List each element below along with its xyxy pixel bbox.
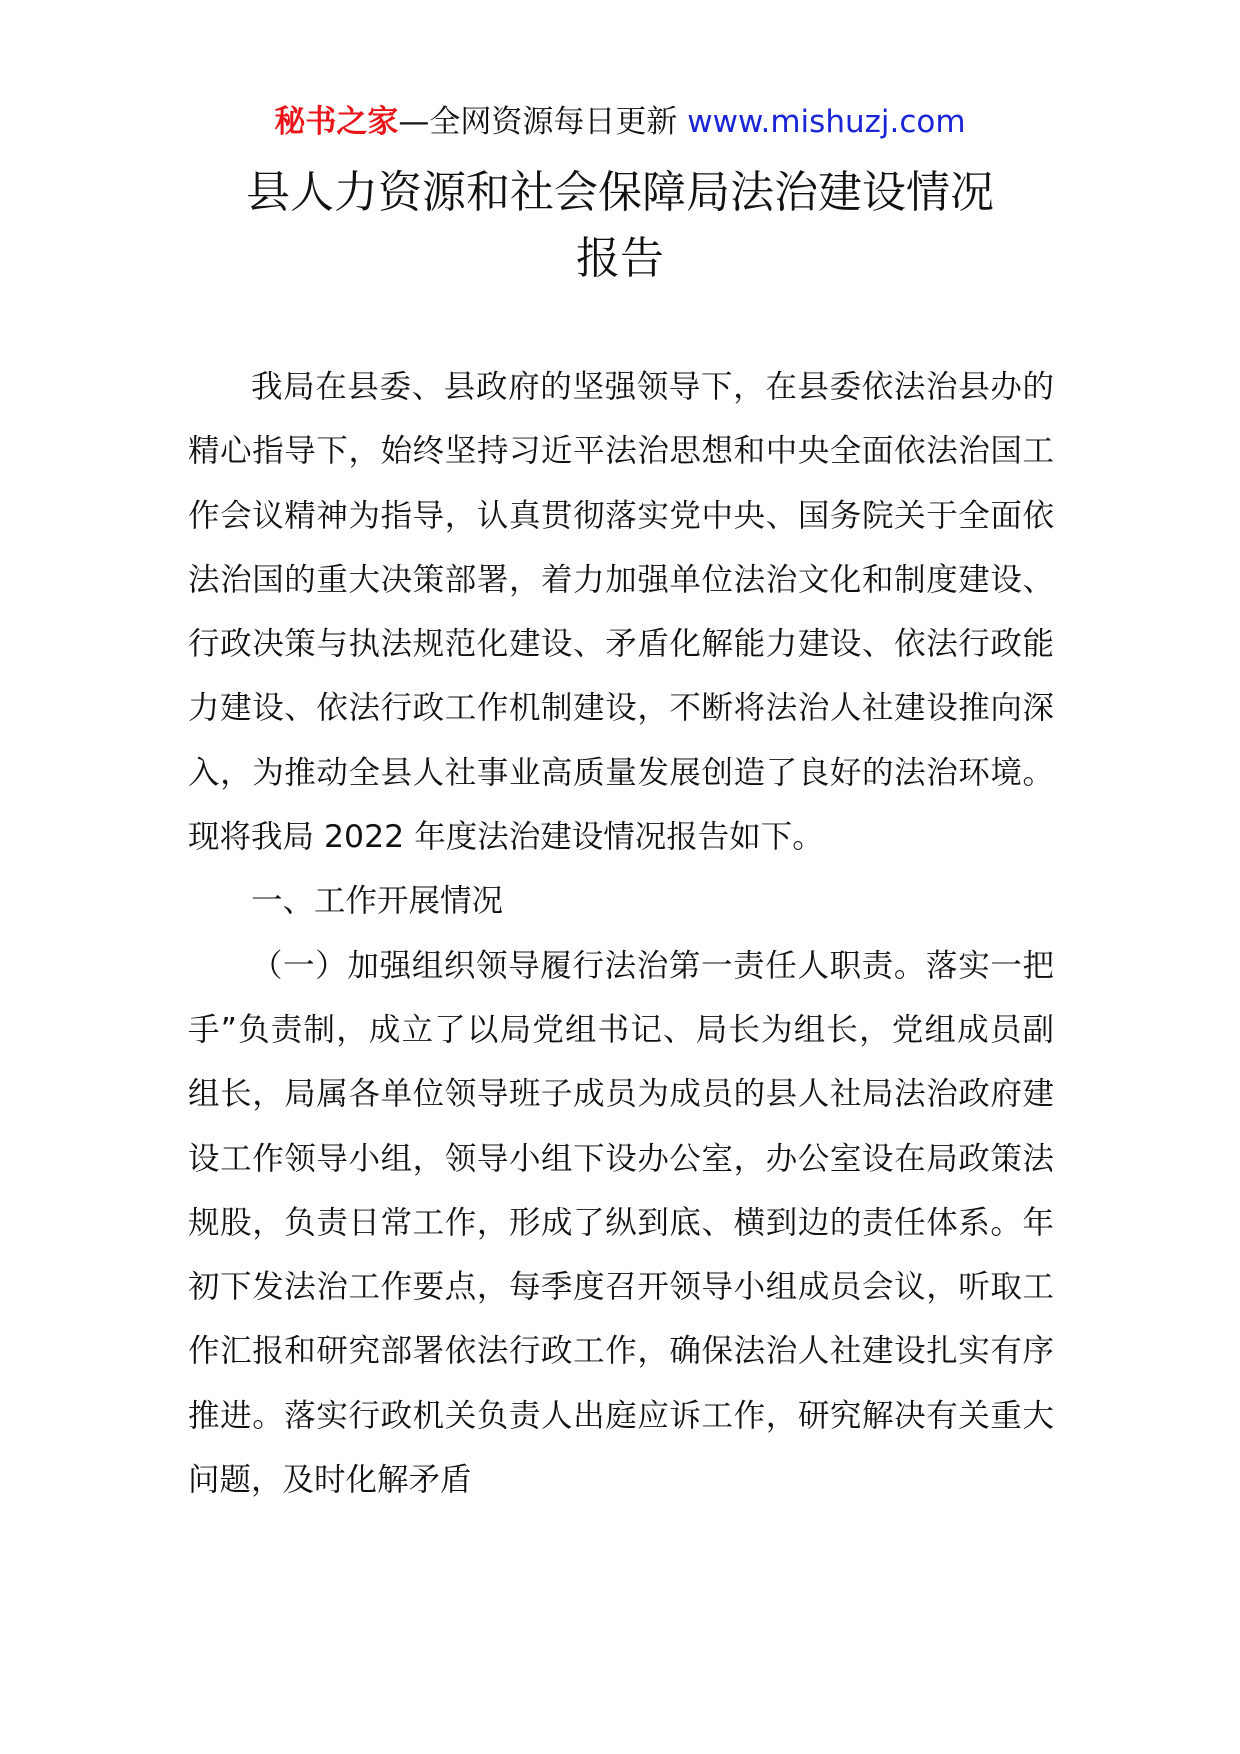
paragraph-intro: 我局在县委、县政府的坚强领导下，在县委依法治县办的精心指导下，始终坚持习近平法治思想和中央全面依法治国工作会议精神为指导，认真贯彻落实党中央、国务院关于全面依法治国的重大决策部署，着力加强单位法治文化和制度建设、行政决策与执法规范化建设、矛盾化解能力建设、依法行政能力建设、依法行政工作机制建设，不断将法治人社建设推向深入，为推动全县人社事业高质量发展创造了良好的法治环境。现将我局 2022 年度法治建设情况报告如下。	[188, 369, 1054, 856]
brand-name: 秘书之家	[274, 104, 399, 140]
website-link[interactable]: www.mishuzj.com	[687, 104, 966, 140]
section-heading: 一、工作开展情况	[251, 883, 504, 920]
title-line-2: 报告	[576, 233, 664, 284]
document-body	[188, 355, 1054, 1512]
document-title	[0, 160, 1240, 292]
watermark-header	[0, 100, 1240, 144]
header-tagline: —全网资源每日更新	[398, 104, 678, 140]
paragraph-section-1: （一）加强组织领导履行法治第一责任人职责。落实一把手”负责制，成立了以局党组书记、局长为组长，党组成员副组长，局属各单位领导班子成员为成员的县人社局法治政府建设工作领导小组，领导小组下设办公室，办公室设在局政策法规股，负责日常工作，形成了纵到底、横到边的责任体系。年初下发法治工作要点，每季度召开领导小组成员会议，听取工作汇报和研究部署依法行政工作，确保法治人社建设扎实有序推进。落实行政机关负责人出庭应诉工作，研究解决有关重大问题，及时化解矛盾	[188, 947, 1054, 1499]
title-line-1: 县人力资源和社会保障局法治建设情况	[246, 167, 994, 218]
